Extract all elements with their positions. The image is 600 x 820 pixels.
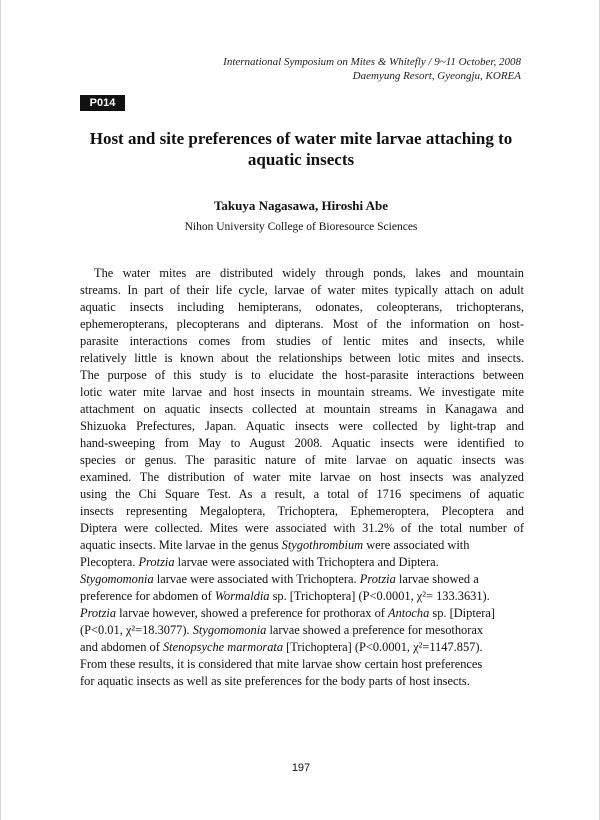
abstract-line: species or genus. The parasitic nature of mite larvae on aquatic insects was	[80, 453, 524, 467]
abstract-line: preference for abdomen of Wormaldia sp. [Trichoptera] (P<0.0001, χ²= 133.3631).	[80, 589, 490, 603]
abstract-line: hand-sweeping from May to August 2008. Aquatic insects were identified to	[80, 436, 524, 450]
running-header	[223, 55, 521, 83]
abstract-line: using the Chi Square Test. As a result, a total of 1716 specimens of aquatic	[80, 487, 524, 501]
abstract-line: Diptera were collected. Mites were associated with 31.2% of the total number of	[80, 521, 524, 535]
affiliation: Nihon University College of Bioresource Sciences	[184, 221, 418, 233]
abstract-line: The water mites are distributed widely through ponds, lakes and mountain	[94, 266, 524, 280]
venue-line: Daemyung Resort, Gyeongju, KOREA	[352, 70, 521, 82]
abstract-line: ephemeropterans, plecopterans and dipterans. Most of the information on host-	[80, 317, 524, 331]
title-line-2: aquatic insects	[247, 150, 355, 169]
abstract-line: streams. In part of their life cycle, larvae of water mites typically attach on adult	[80, 283, 524, 297]
abstract-line: and abdomen of Stenopsyche marmorata [Trichoptera] (P<0.0001, χ²=1147.857).	[80, 640, 483, 654]
abstract-line: From these results, it is considered that mite larvae show certain host preferences	[80, 657, 483, 671]
abstract-line: lotic water mite larvae and host insects in mountain streams. We investigate mite	[80, 385, 524, 399]
abstract-line: aquatic insects. Mite larvae in the genus Stygothrombium were associated with	[80, 538, 470, 552]
abstract-line: insects representing Megaloptera, Trichoptera, Ephemeroptera, Plecoptera and	[80, 504, 524, 518]
abstract-line: Stygomomonia larvae were associated with Trichoptera. Protzia larvae showed a	[80, 572, 479, 586]
abstract-line: for aquatic insects as well as site preferences for the body parts of host insects.	[80, 674, 470, 688]
page-number: 197	[291, 762, 311, 774]
abstract-line: Plecoptera. Protzia larvae were associated with Trichoptera and Diptera.	[80, 555, 439, 569]
abstract-line: (P<0.01, χ²=18.3077). Stygomomonia larvae showed a preference for mesothorax	[80, 623, 484, 637]
abstract-line: relatively little is known about the relationships between lotic mites and insects.	[80, 351, 524, 365]
abstract-body	[80, 265, 524, 690]
abstract-line: examined. The distribution of water mite larvae on host insects was analyzed	[80, 470, 524, 484]
conference-line: International Symposium on Mites & Whitefly / 9~11 October, 2008	[223, 56, 521, 68]
abstract-line: aquatic insects including hemipterans, odonates, coleopterans, trichopterans,	[80, 300, 524, 314]
authors: Takuya Nagasawa, Hiroshi Abe	[213, 198, 389, 213]
title-line-1: Host and site preferences of water mite larvae attaching to	[89, 129, 513, 148]
paper-title	[61, 128, 541, 170]
abstract-line: attachment on aquatic insects collected at mountain streams in Kanagawa and	[80, 402, 524, 416]
abstract-line: parasite interactions comes from studies of lentic mites and insects, while	[80, 334, 524, 348]
abstract-line: Shizuoka Prefectures, Japan. Aquatic insects were collected by light-trap and	[80, 419, 524, 433]
abstract-line: The purpose of this study is to elucidate the host-parasite interactions between	[80, 368, 524, 382]
poster-id-badge: P014	[80, 95, 125, 111]
abstract-line: Protzia larvae however, showed a preference for prothorax of Antocha sp. [Diptera]	[80, 606, 496, 620]
